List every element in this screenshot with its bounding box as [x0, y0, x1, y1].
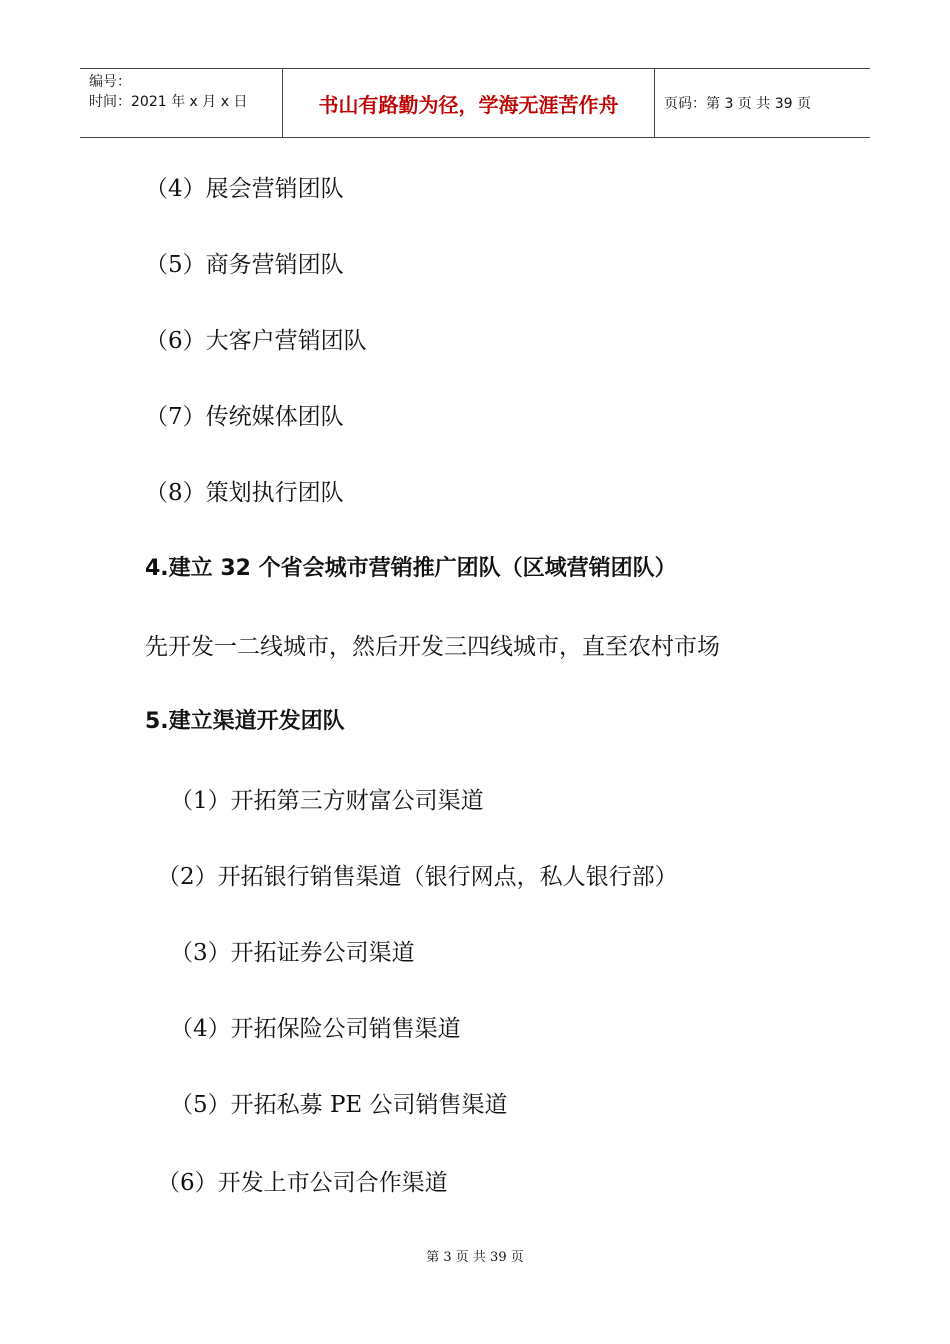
channel-item: （1）开拓第三方财富公司渠道	[170, 788, 484, 814]
section-4-heading: 4.建立 32 个省会城市营销推广团队（区域营销团队）	[145, 556, 677, 581]
team-item: （5）商务营销团队	[145, 252, 344, 278]
header-number: 编号：	[89, 74, 131, 90]
channel-item: （2）开拓银行销售渠道（银行网点，私人银行部）	[157, 864, 678, 890]
section-5-heading: 5.建立渠道开发团队	[145, 709, 345, 734]
page-header	[80, 68, 870, 138]
team-item: （7）传统媒体团队	[145, 404, 344, 430]
page-footer: 第 3 页 共 39 页	[426, 1250, 524, 1265]
team-item: （8）策划执行团队	[145, 480, 344, 506]
channel-item: （5）开拓私募 PE 公司销售渠道	[170, 1092, 508, 1118]
channel-item: （6）开发上市公司合作渠道	[157, 1170, 448, 1196]
header-motto: 书山有路勤为径，学海无涯苦作舟	[282, 69, 655, 137]
header-meta	[80, 69, 282, 137]
team-item: （4）展会营销团队	[145, 176, 344, 202]
section-4-paragraph: 先开发一二线城市，然后开发三四线城市，直至农村市场	[145, 634, 720, 660]
channel-item: （3）开拓证券公司渠道	[170, 940, 415, 966]
team-item: （6）大客户营销团队	[145, 328, 367, 354]
header-time: 时间：2021 年 x 月 x 日	[89, 94, 248, 110]
channel-item: （4）开拓保险公司销售渠道	[170, 1016, 461, 1042]
header-page-info: 页码：第 3 页 共 39 页	[664, 96, 811, 112]
